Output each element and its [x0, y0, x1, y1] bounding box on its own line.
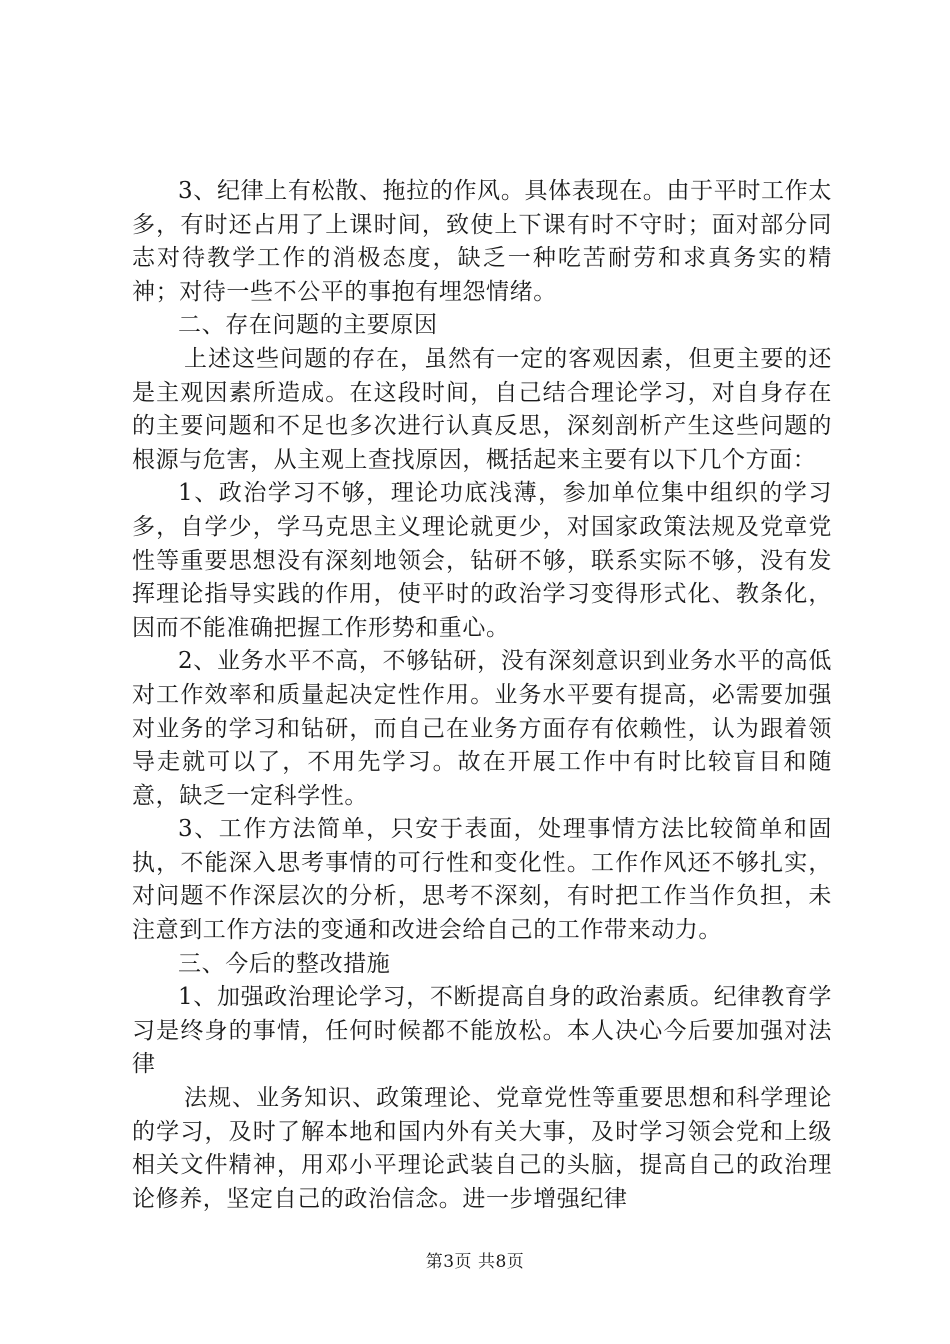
paragraph-cause-business-level: 2、业务水平不高，不够钻研，没有深刻意识到业务水平的高低对工作效率和质量起决定性作用。业务水平要有提高，必需要加强对业务的学习和钻研，而自己在业务方面存有依赖性，认为跟着领导走就可以了，不用先学习。故在开展工作中有时比较盲目和随意，缺乏一定科学性。 [132, 648, 832, 809]
paragraph-discipline-issue: 3、纪律上有松散、拖拉的作风。具体表现在。由于平时工作太多，有时还占用了上课时间，致使上下课有时不守时；面对部分同志对待教学工作的消极态度，缺乏一种吃苦耐劳和求真务实的精神；对待一些不公平的事抱有埋怨情绪。 [132, 178, 832, 305]
section-heading-causes: 二、存在问题的主要原因 [178, 312, 438, 339]
paragraph-cause-political-study: 1、政治学习不够，理论功底浅薄，参加单位集中组织的学习多，自学少，学马克思主义理论就更少，对国家政策法规及党章党性等重要思想没有深刻地领会，钻研不够，联系实际不够，没有发挥理论指导实践的作用，使平时的政治学习变得形式化、教条化，因而不能准确把握工作形势和重心。 [132, 480, 832, 641]
paragraph-measure-theory-study: 1、加强政治理论学习，不断提高自身的政治素质。纪律教育学习是终身的事情，任何时候都不能放松。本人决心今后要加强对法律 [132, 984, 832, 1078]
paragraph-measure-continued: 法规、业务知识、政策理论、党章党性等重要思想和科学理论的学习，及时了解本地和国内外有关大事，及时学习领会党和上级相关文件精神，用邓小平理论武装自己的头脑，提高自己的政治理论修养，坚定自己的政治信念。进一步增强纪律 [132, 1085, 832, 1212]
section-heading-measures: 三、今后的整改措施 [178, 950, 391, 977]
page-number-label: 第3页 共8页 [425, 1252, 525, 1272]
paragraph-causes-intro: 上述这些问题的存在，虽然有一定的客观因素，但更主要的还是主观因素所造成。在这段时间，自己结合理论学习，对自身存在的主要问题和不足也多次进行认真反思，深刻剖析产生这些问题的根源与危害，从主观上查找原因，概括起来主要有以下几个方面： [132, 345, 832, 473]
page-footer [0, 1247, 950, 1272]
paragraph-cause-work-method: 3、工作方法简单，只安于表面，处理事情方法比较简单和固执，不能深入思考事情的可行性和变化性。工作作风还不够扎实，对问题不作深层次的分析，思考不深刻，有时把工作当作负担，未注意到工作方法的变通和改进会给自己的工作带来动力。 [132, 816, 832, 944]
document-body [132, 175, 832, 1216]
